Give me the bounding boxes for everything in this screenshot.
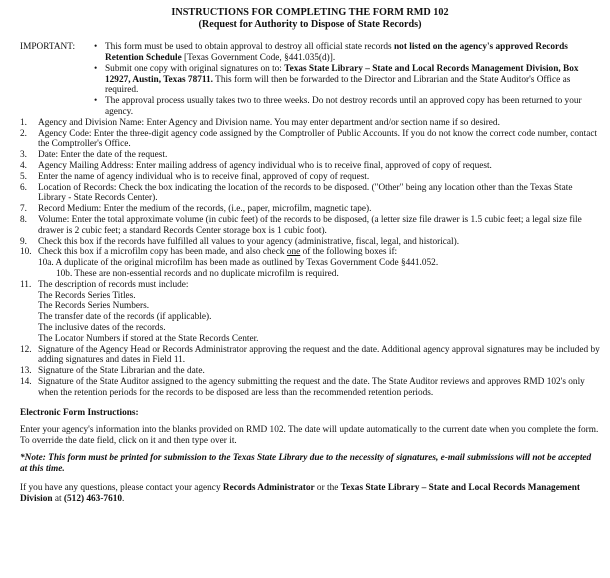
phone-number: (512) 463-7610 (63, 494, 123, 505)
important-bullets (94, 42, 600, 118)
important-bullet-1: • This form must be used to obtain approval to destroy all official state records not listed on the agency's approved Records Retention Schedule [Texas Government Code, §441.035(d)]. (94, 42, 568, 63)
bullet-glyph: • (94, 42, 98, 53)
document-title (20, 7, 600, 30)
numbered-instructions (20, 118, 600, 399)
electronic-instructions-heading: Electronic Form Instructions: (20, 408, 139, 419)
submission-note: *Note: This form must be printed for submission to the Texas State Library due to the necessity of signatures, e-mail submissions will not be accepted at this time. (20, 452, 592, 474)
emphasis: Texas State Library – State and Local Records Management Division, Box 12927, Austin, Texas 78711. (105, 63, 579, 85)
records-administrator: Records Administrator (222, 483, 315, 494)
sub-item: The Records Series Numbers. (38, 301, 150, 312)
list-item-10: 10. Check this box if a microfilm copy has been made, and also check one of the following boxes if: 10a. A duplicate of the original microfilm has been made as outlined by Texas Government Code §441.052. 10b. These are non-essential records and no duplicate microfilm is required. (20, 247, 600, 279)
title-line-1: INSTRUCTIONS FOR COMPLETING THE FORM RMD 102 (171, 7, 449, 18)
sub-item: The inclusive dates of the records. (38, 322, 166, 333)
sub-item: The Locator Numbers if stored at the State Records Center. (38, 333, 259, 344)
bullet-glyph: • (94, 96, 98, 107)
bullet-glyph: • (94, 63, 98, 74)
important-bullet-2: • Submit one copy with original signatures on to: Texas State Library – State and Local Records Management Division, Box 12927, Austin, Texas 78711. This form will then be forwarded to the Director and Librarian and the State Auditor's Office as required. (94, 63, 579, 96)
important-section (20, 42, 600, 118)
list-item: 13. Signature of the State Librarian and the date. (20, 366, 205, 377)
list-item: 2. Agency Code: Enter the three-digit agency code assigned by the Comptroller of Public Accounts. If you do not know the correct code number, contact the Comptroller's Office. (20, 128, 598, 150)
list-item: 14. Signature of the State Auditor assigned to the agency submitting the request and the date. The State Auditor reviews and approves RMD 102's only when the retention periods for the records to be disposed are less than the recommended retention periods. (20, 376, 585, 398)
list-item: 6. Location of Records: Check the box indicating the location of the records to be disposed. ("Other" being any location other than the Texas State Library - State Records Center). (20, 182, 573, 204)
list-item: 5. Enter the name of agency individual who is to receive final, approved of copy of request. (20, 171, 370, 182)
sub-item: The Records Series Titles. (38, 290, 136, 301)
list-item: 4. Agency Mailing Address: Enter mailing address of agency individual who is to receive final, approved of copy of request. (20, 160, 492, 171)
important-bullet-3: • The approval process usually takes two to three weeks. Do not destroy records until an approved copy has been returned to your agency. (94, 96, 582, 117)
emphasis: not listed on the agency's approved Records Retention Schedule (105, 42, 568, 63)
list-item-11: 11. The description of records must include: The Records Series Titles. The Records Series Numbers. The transfer date of the records (if applicable). The inclusive dates of the records. The Locator Numbers if stored at the State Records Center. (20, 280, 600, 345)
list-item: 3. Date: Enter the date of the request. (20, 150, 168, 161)
list-item: 12. Signature of the Agency Head or Records Administrator approving the request and the date. Additional agency approval signatures may be included by adding signatures and dates in Field 11. (20, 344, 600, 366)
sub-item-10a: 10a. A duplicate of the original microfilm has been made as outlined by Texas Government Code §441.052. (38, 258, 439, 269)
sub-item-10b: 10b. These are non-essential records and no duplicate microfilm is required. (56, 268, 339, 279)
list-item: 9. Check this box if the records have fulfilled all values to your agency (administrative, fiscal, legal, and historical). (20, 236, 460, 247)
important-label: IMPORTANT: (20, 42, 76, 53)
title-line-2: (Request for Authority to Dispose of State Records) (198, 18, 422, 30)
electronic-instructions-text: Enter your agency's information into the blanks provided on RMD 102. The date will update automatically to the current date when you complete the form. To override the date field, click on it and then type over it. (20, 425, 599, 447)
list-item: 1. Agency and Division Name: Enter Agency and Division name. You may enter department and/or section name if so desired. (20, 117, 500, 128)
division-name: Texas State Library – State and Local Records Management Division (20, 483, 580, 505)
list-item: 8. Volume: Enter the total approximate volume (in cubic feet) of the records to be disposed, (a letter size file drawer is 1.5 cubic feet; a legal size file drawer is 2 cubic feet; a standard Records Center storage box is 1 cubic foot). (20, 214, 582, 236)
sub-item: The transfer date of the records (if applicable). (38, 312, 212, 323)
underlined-word: one (286, 247, 301, 258)
contact-paragraph: If you have any questions, please contact your agency Records Administrator or the Texas State Library – State and Local Records Management Division at (512) 463-7610. (20, 483, 580, 505)
list-item: 7. Record Medium: Enter the medium of the records, (i.e., paper, microfilm, magnetic tape). (20, 204, 372, 215)
